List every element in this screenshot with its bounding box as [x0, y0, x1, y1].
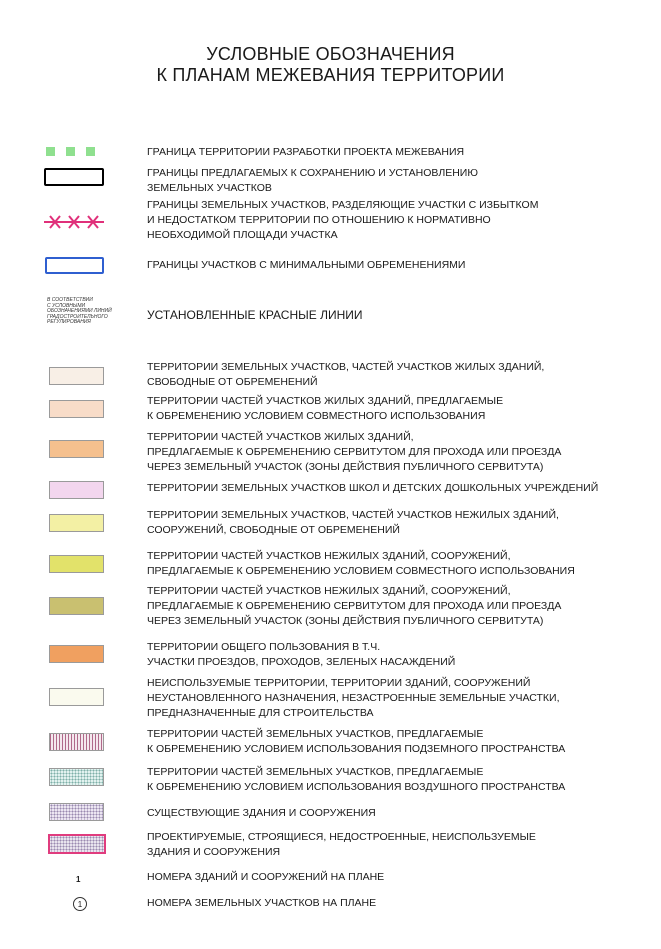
legend-text: СУЩЕСТВУЮЩИЕ ЗДАНИЯ И СООРУЖЕНИЯ — [147, 807, 376, 819]
color-swatch — [49, 688, 104, 706]
color-swatch — [49, 367, 104, 385]
legend-text: УСТАНОВЛЕННЫЕ КРАСНЫЕ ЛИНИИ — [147, 308, 363, 322]
color-swatch — [49, 645, 104, 663]
pink-outline-swatch — [48, 834, 106, 854]
building-number-symbol: 1 — [76, 875, 81, 884]
legend-text: ТЕРРИТОРИИ ЧАСТЕЙ ЗЕМЕЛЬНЫХ УЧАСТКОВ, ПРЕДЛАГАЕМЫЕ — [147, 728, 484, 740]
circled-number-symbol: 1 — [73, 897, 87, 911]
note-line: С УСЛОВНЫМИ — [47, 302, 86, 309]
legend-title-line1: УСЛОВНЫЕ ОБОЗНАЧЕНИЯ — [206, 44, 455, 64]
color-swatch-dotted — [49, 803, 104, 821]
color-swatch-dotted — [49, 768, 104, 786]
legend-text: ТЕРРИТОРИИ ЧАСТЕЙ УЧАСТКОВ ЖИЛЫХ ЗДАНИЙ, ПРЕДЛАГАЕМЫЕ — [147, 395, 504, 407]
legend-title-line2: К ПЛАНАМ МЕЖЕВАНИЯ ТЕРРИТОРИИ — [156, 65, 505, 85]
black-outline-symbol — [44, 168, 104, 186]
legend-text: СВОБОДНЫЕ ОТ ОБРЕМЕНЕНИЙ — [147, 376, 318, 388]
legend-text: ПРЕДЛАГАЕМЫЕ К ОБРЕМЕНЕНИЮ УСЛОВИЕМ СОВМЕСТНОГО ИСПОЛЬЗОВАНИЯ — [147, 565, 575, 577]
color-swatch — [49, 597, 104, 615]
legend-text: НОМЕРА ЗДАНИЙ И СООРУЖЕНИЙ НА ПЛАНЕ — [147, 871, 385, 883]
legend-text: ТЕРРИТОРИИ ЗЕМЕЛЬНЫХ УЧАСТКОВ ШКОЛ И ДЕТСКИХ ДОШКОЛЬНЫХ УЧРЕЖДЕНИЙ — [147, 482, 599, 494]
legend-text: К ОБРЕМЕНЕНИЮ УСЛОВИЕМ СОВМЕСТНОГО ИСПОЛЬЗОВАНИЯ — [147, 410, 486, 422]
color-swatch-vertical-hatch — [49, 733, 104, 751]
legend-text: ТЕРРИТОРИИ ОБЩЕГО ПОЛЬЗОВАНИЯ В Т.Ч. — [147, 641, 381, 653]
note-line: ГРАДОСТРОИТЕЛЬНОГО — [47, 313, 108, 320]
green-square-dashes-symbol — [46, 147, 96, 157]
legend-text: ПРОЕКТИРУЕМЫЕ, СТРОЯЩИЕСЯ, НЕДОСТРОЕННЫЕ, НЕИСПОЛЬЗУЕМЫЕ — [147, 831, 536, 843]
legend-text: ГРАНИЦЫ УЧАСТКОВ С МИНИМАЛЬНЫМИ ОБРЕМЕНЕНИЯМИ — [147, 259, 466, 271]
legend-text: К ОБРЕМЕНЕНИЮ УСЛОВИЕМ ИСПОЛЬЗОВАНИЯ ПОДЗЕМНОГО ПРОСТРАНСТВА — [147, 743, 566, 755]
legend-text: К ОБРЕМЕНЕНИЮ УСЛОВИЕМ ИСПОЛЬЗОВАНИЯ ВОЗДУШНОГО ПРОСТРАНСТВА — [147, 781, 566, 793]
legend-text: ЗЕМЕЛЬНЫХ УЧАСТКОВ — [147, 182, 272, 194]
legend-text: ГРАНИЦА ТЕРРИТОРИИ РАЗРАБОТКИ ПРОЕКТА МЕЖЕВАНИЯ — [147, 146, 465, 158]
legend-text: ГРАНИЦЫ ЗЕМЕЛЬНЫХ УЧАСТКОВ, РАЗДЕЛЯЮЩИЕ УЧАСТКИ С ИЗБЫТКОМ — [147, 199, 539, 211]
legend-text: И НЕДОСТАТКОМ ТЕРРИТОРИИ ПО ОТНОШЕНИЮ К НОРМАТИВНО — [147, 214, 491, 226]
note-line: В СООТВЕТСТВИИ — [47, 297, 93, 303]
legend-text: ПРЕДЛАГАЕМЫЕ К ОБРЕМЕНЕНИЮ СЕРВИТУТОМ ДЛЯ ПРОХОДА ИЛИ ПРОЕЗДА — [147, 600, 562, 612]
color-swatch — [49, 481, 104, 499]
legend-text: ТЕРРИТОРИИ ЧАСТЕЙ ЗЕМЕЛЬНЫХ УЧАСТКОВ, ПРЕДЛАГАЕМЫЕ — [147, 766, 484, 778]
legend-text: ТЕРРИТОРИИ ЗЕМЕЛЬНЫХ УЧАСТКОВ, ЧАСТЕЙ УЧАСТКОВ ЖИЛЫХ ЗДАНИЙ, — [147, 361, 545, 373]
legend-text: ПРЕДНАЗНАЧЕННЫЕ ДЛЯ СТРОИТЕЛЬСТВА — [147, 707, 374, 719]
legend-text: СООРУЖЕНИЙ, СВОБОДНЫЕ ОТ ОБРЕМЕНЕНИЙ — [147, 524, 400, 536]
color-swatch — [49, 514, 104, 532]
legend-text: ЧЕРЕЗ ЗЕМЕЛЬНЫЙ УЧАСТОК (ЗОНЫ ДЕЙСТВИЯ ПУБЛИЧНОГО СЕРВИТУТА) — [147, 615, 544, 627]
legend-text: НЕУСТАНОВЛЕННОГО НАЗНАЧЕНИЯ, НЕЗАСТРОЕННЫЕ ЗЕМЕЛЬНЫЕ УЧАСТКИ, — [147, 692, 560, 704]
color-swatch — [49, 555, 104, 573]
blue-outline-symbol — [45, 257, 104, 274]
legend-text: ЗДАНИЯ И СООРУЖЕНИЯ — [147, 846, 281, 858]
legend-text: ТЕРРИТОРИИ ЗЕМЕЛЬНЫХ УЧАСТКОВ, ЧАСТЕЙ УЧАСТКОВ НЕЖИЛЫХ ЗДАНИЙ, — [147, 509, 559, 521]
legend-text: НОМЕРА ЗЕМЕЛЬНЫХ УЧАСТКОВ НА ПЛАНЕ — [147, 897, 377, 909]
legend-text: НЕОБХОДИМОЙ ПЛОЩАДИ УЧАСТКА — [147, 229, 338, 241]
legend-text: ТЕРРИТОРИИ ЧАСТЕЙ УЧАСТКОВ НЕЖИЛЫХ ЗДАНИЙ, СООРУЖЕНИЙ, — [147, 585, 511, 597]
red-lines-note — [47, 298, 112, 326]
legend-text: ТЕРРИТОРИИ ЧАСТЕЙ УЧАСТКОВ НЕЖИЛЫХ ЗДАНИЙ, СООРУЖЕНИЙ, — [147, 550, 511, 562]
legend-text: НЕИСПОЛЬЗУЕМЫЕ ТЕРРИТОРИИ, ТЕРРИТОРИИ ЗДАНИЙ, СООРУЖЕНИЙ — [147, 677, 531, 689]
color-swatch — [49, 400, 104, 418]
legend-text: УЧАСТКИ ПРОЕЗДОВ, ПРОХОДОВ, ЗЕЛЕНЫХ НАСАЖДЕНИЙ — [147, 656, 456, 668]
note-line: РЕГУЛИРОВАНИЯ — [47, 319, 91, 325]
legend-text: ЧЕРЕЗ ЗЕМЕЛЬНЫЙ УЧАСТОК (ЗОНЫ ДЕЙСТВИЯ ПУБЛИЧНОГО СЕРВИТУТА) — [147, 461, 544, 473]
color-swatch — [49, 440, 104, 458]
legend-text: ТЕРРИТОРИИ ЧАСТЕЙ УЧАСТКОВ ЖИЛЫХ ЗДАНИЙ, — [147, 431, 414, 443]
legend-text: ПРЕДЛАГАЕМЫЕ К ОБРЕМЕНЕНИЮ СЕРВИТУТОМ ДЛЯ ПРОХОДА ИЛИ ПРОЕЗДА — [147, 446, 562, 458]
pink-cross-line-symbol — [44, 214, 104, 230]
legend-text: ГРАНИЦЫ ПРЕДЛАГАЕМЫХ К СОХРАНЕНИЮ И УСТАНОВЛЕНИЮ — [147, 167, 478, 179]
note-line: ОБОЗНАЧЕНИЯМИ ЛИНИЙ — [47, 308, 112, 314]
